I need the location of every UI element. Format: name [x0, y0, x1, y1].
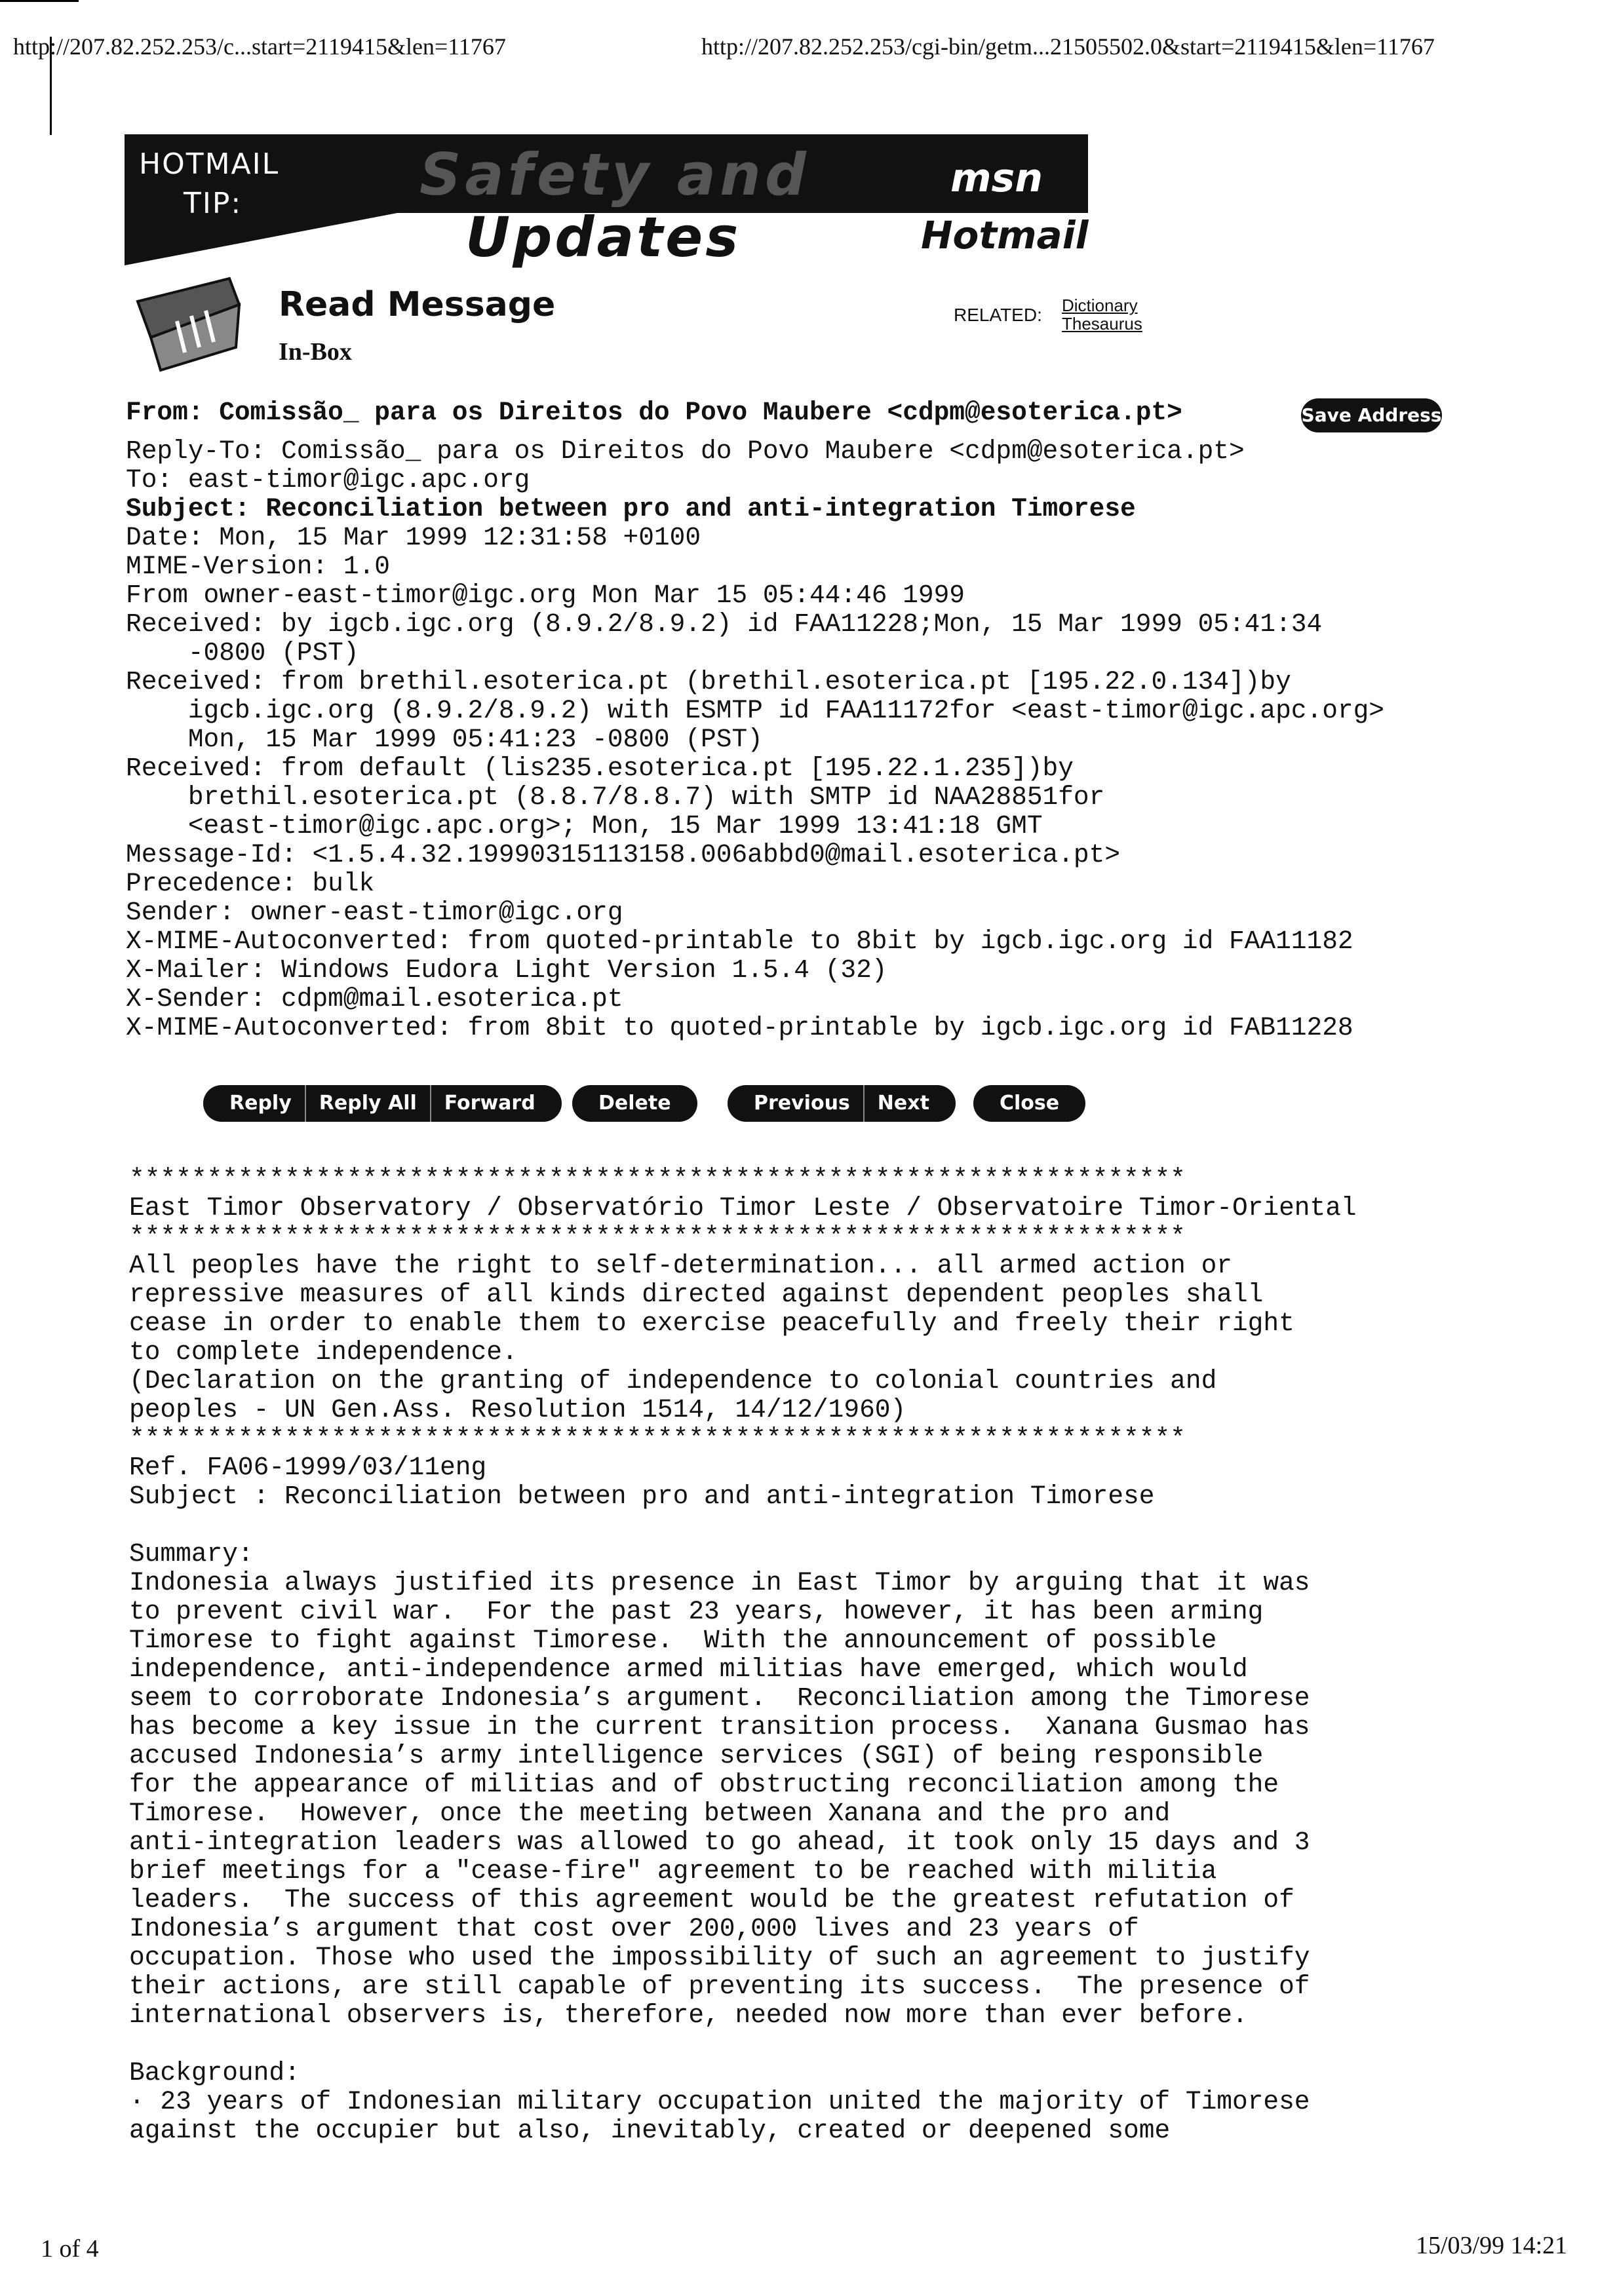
previous-button[interactable]: Previous	[754, 1092, 850, 1115]
body-line: has become a key issue in the current transition process. Xanana Gusmao has	[129, 1712, 1310, 1742]
body-line: Subject : Reconciliation between pro and anti-integration Timorese	[129, 1482, 1155, 1511]
message-body	[129, 1165, 1357, 2145]
save-address-button[interactable]: Save Address	[1301, 398, 1442, 432]
body-line: Background:	[129, 2058, 300, 2088]
header-line: Date: Mon, 15 Mar 1999 12:31:58 +0100	[126, 523, 701, 552]
body-line: (Declaration on the granting of independence to colonial countries and	[129, 1366, 1217, 1396]
banner-wedge	[125, 200, 465, 265]
page-title: Read Message	[279, 285, 556, 324]
hotmail-logo: Hotmail	[921, 213, 1089, 258]
body-line: occupation. Those who used the impossibility of such an agreement to justify	[129, 1943, 1310, 1972]
print-url-left: http://207.82.252.253/c...start=2119415&len=11767	[13, 33, 506, 60]
body-line: independence, anti-independence armed militias have emerged, which would	[129, 1655, 1248, 1684]
body-line: international observers is, therefore, needed now more than ever before.	[129, 2000, 1248, 2030]
body-line: anti-integration leaders was allowed to go ahead, it took only 15 days and 3	[129, 1827, 1310, 1857]
body-line: Indonesia’s argument that cost over 200,000 lives and 23 years of	[129, 1914, 1139, 1943]
body-line	[129, 2030, 1357, 2059]
header-line: -0800 (PST)	[126, 638, 359, 668]
reply-all-button[interactable]: Reply All	[305, 1085, 430, 1122]
header-line: Message-Id: <1.5.4.32.19990315113158.006abbd0@mail.esoterica.pt>	[126, 840, 1121, 870]
delete-button-group	[572, 1085, 697, 1122]
msn-logo: msn	[950, 155, 1043, 201]
body-line: ********************************************************************	[129, 1424, 1186, 1453]
body-line: Timorese to fight against Timorese. With the announcement of possible	[129, 1626, 1217, 1655]
header-line: X-MIME-Autoconverted: from quoted-printable to 8bit by igcb.igc.org id FAA11182	[126, 927, 1353, 956]
body-line: to prevent civil war. For the past 23 years, however, it has been arming	[129, 1597, 1264, 1626]
read-message-mailbox-icon	[131, 275, 243, 373]
folder-label: In-Box	[279, 338, 352, 366]
header-line: Sender: owner-east-timor@igc.org	[126, 898, 623, 927]
header-line: Precedence: bulk	[126, 869, 375, 898]
body-line: against the occupier but also, inevitably, created or deepened some	[129, 2116, 1171, 2145]
header-line: From owner-east-timor@igc.org Mon Mar 15 05:44:46 1999	[126, 581, 965, 610]
body-line: Indonesia always justified its presence in East Timor by arguing that it was	[129, 1568, 1310, 1598]
body-line: peoples - UN Gen.Ass. Resolution 1514, 14/12/1960)	[129, 1395, 906, 1425]
header-line: Received: from default (lis235.esoterica.pt [195.22.1.235])by	[126, 754, 1074, 783]
header-line: <east-timor@igc.apc.org>; Mon, 15 Mar 1999 13:41:18 GMT	[126, 811, 1043, 841]
header-line: X-Mailer: Windows Eudora Light Version 1.5.4 (32)	[126, 955, 887, 985]
banner-safety-text: Safety and	[419, 141, 810, 208]
print-datetime: 15/03/99 14:21	[1416, 2232, 1568, 2259]
body-line: repressive measures of all kinds directed against dependent peoples shall	[129, 1280, 1264, 1309]
header-line: To: east-timor@igc.apc.org	[126, 465, 530, 495]
header-line: Subject: Reconciliation between pro and anti-integration Timorese	[126, 494, 1136, 524]
header-line: X-MIME-Autoconverted: from 8bit to quoted-printable by igcb.igc.org id FAB11228	[126, 1013, 1353, 1043]
message-headers	[126, 437, 1384, 1043]
body-line: ********************************************************************	[129, 1164, 1186, 1194]
body-line: for the appearance of militias and of obstructing reconciliation among the	[129, 1770, 1279, 1799]
body-line: ********************************************************************	[129, 1222, 1186, 1252]
body-line: brief meetings for a "cease-fire" agreement to be reached with militia	[129, 1856, 1217, 1886]
header-line: Mon, 15 Mar 1999 05:41:23 -0800 (PST)	[126, 725, 763, 754]
body-line: East Timor Observatory / Observatório Timor Leste / Observatoire Timor-Oriental	[129, 1193, 1357, 1223]
navigation-button-group	[728, 1085, 956, 1122]
body-line: accused Indonesia’s army intelligence services (SGI) of being responsible	[129, 1741, 1264, 1770]
dictionary-link[interactable]: Dictionary	[1062, 296, 1138, 315]
thesaurus-link[interactable]: Thesaurus	[1062, 314, 1142, 334]
print-url-right: http://207.82.252.253/cgi-bin/getm...21505502.0&start=2119415&len=11767	[701, 33, 1435, 60]
related-label: RELATED:	[954, 305, 1042, 325]
body-line: Summary:	[129, 1539, 254, 1569]
body-line: to complete independence.	[129, 1337, 518, 1367]
reply-button-group	[203, 1085, 562, 1122]
body-line	[129, 1511, 1357, 1540]
header-line: brethil.esoterica.pt (8.8.7/8.8.7) with SMTP id NAA28851for	[126, 782, 1105, 812]
next-button[interactable]: Next	[863, 1085, 956, 1122]
body-line: their actions, are still capable of preventing its success. The presence of	[129, 1972, 1310, 2001]
close-button-group	[973, 1085, 1085, 1122]
close-button[interactable]: Close	[1000, 1092, 1060, 1115]
banner-tip-line2: TIP:	[184, 187, 243, 220]
print-page-number: 1 of 4	[41, 2235, 99, 2263]
reply-button[interactable]: Reply	[229, 1092, 292, 1115]
header-line: Received: by igcb.igc.org (8.9.2/8.9.2) id FAA11228;Mon, 15 Mar 1999 05:41:34	[126, 609, 1323, 639]
from-header: From: Comissão_ para os Direitos do Povo Maubere <cdpm@esoterica.pt>	[126, 398, 1182, 427]
banner-tip-line1: HOTMAIL	[139, 147, 280, 181]
header-line: MIME-Version: 1.0	[126, 552, 390, 581]
related-links	[1062, 296, 1142, 333]
header-line: igcb.igc.org (8.9.2/8.9.2) with ESMTP id FAA11172for <east-timor@igc.apc.org>	[126, 696, 1385, 725]
scan-corner-mark	[0, 0, 79, 2]
body-line: Ref. FA06-1999/03/11eng	[129, 1453, 487, 1482]
hotmail-tip-banner[interactable]	[125, 134, 1089, 269]
body-line: All peoples have the right to self-determination... all armed action or	[129, 1251, 1232, 1280]
delete-button[interactable]: Delete	[598, 1092, 671, 1115]
forward-button[interactable]: Forward	[430, 1085, 562, 1122]
header-line: Reply-To: Comissão_ para os Direitos do Povo Maubere <cdpm@esoterica.pt>	[126, 436, 1245, 466]
body-line: cease in order to enable them to exercise peacefully and freely their right	[129, 1309, 1294, 1338]
body-line: seem to corroborate Indonesia’s argument. Reconciliation among the Timorese	[129, 1683, 1310, 1713]
banner-updates-text: Updates	[465, 205, 741, 269]
header-line: Received: from brethil.esoterica.pt (brethil.esoterica.pt [195.22.0.134])by	[126, 667, 1291, 697]
body-line: · 23 years of Indonesian military occupation united the majority of Timorese	[129, 2087, 1310, 2116]
body-line: Timorese. However, once the meeting between Xanana and the pro and	[129, 1799, 1171, 1828]
header-line: X-Sender: cdpm@mail.esoterica.pt	[126, 984, 623, 1014]
body-line: leaders. The success of this agreement would be the greatest refutation of	[129, 1885, 1294, 1915]
